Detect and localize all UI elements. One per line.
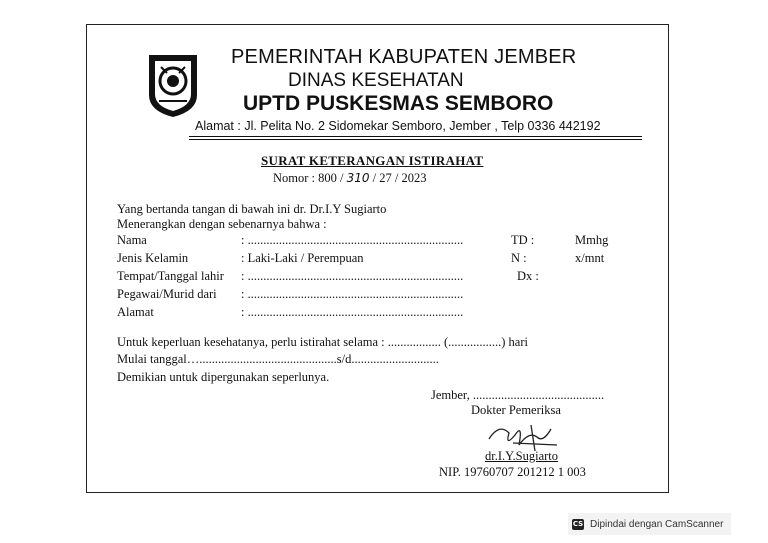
demikian-line: Demikian untuk dipergunakan seperlunya. (117, 370, 330, 384)
letterhead-address: Alamat : Jl. Pelita No. 2 Sidomekar Semboro, Jember , Telp 0336 442192 (195, 119, 601, 133)
document-title: SURAT KETERANGAN ISTIRAHAT (261, 153, 484, 168)
field-label-jenis-kelamin: Jenis Kelamin (117, 251, 189, 265)
govt-header: PEMERINTAH KABUPATEN JEMBER (231, 46, 577, 68)
field-value-nama: : ..................................................................... (241, 233, 464, 247)
field-value-alamat: : ..................................................................... (241, 305, 464, 319)
vital-td-label: TD : (511, 233, 535, 247)
signer-name: dr.I.Y.Sugiarto (485, 449, 559, 463)
field-label-ttl: Tempat/Tanggal lahir (117, 269, 224, 283)
field-label-pegawai: Pegawai/Murid dari (117, 287, 217, 301)
jember-regency-emblem-icon (145, 51, 201, 119)
vital-n-unit: x/mnt (575, 251, 605, 265)
vital-dx-label: Dx : (517, 269, 539, 283)
vital-n-label: N : (511, 251, 527, 265)
mulai-line: Mulai tanggal…............................................s/d............................ (117, 352, 439, 366)
intro-line-2: Menerangkan dengan sebenarnya bahwa : (117, 217, 327, 231)
nomor-prefix: Nomor : 800 / (273, 171, 344, 185)
intro-line-1: Yang bertanda tangan di bawah ini dr. Dr.I.Y Sugiarto (117, 202, 387, 216)
letterhead-rule (189, 136, 642, 137)
nomor-suffix: / 27 / 2023 (372, 171, 427, 185)
field-label-alamat: Alamat (117, 305, 154, 319)
field-value-jenis-kelamin: : Laki-Laki / Perempuan (241, 251, 364, 265)
keperluan-line: Untuk keperluan kesehatanya, perlu istirahat selama : ................. (.................) hari (117, 335, 528, 349)
camscanner-watermark (568, 513, 731, 535)
signer-title: Dokter Pemeriksa (471, 403, 561, 417)
vital-td-unit: Mmhg (575, 233, 609, 247)
camscanner-text: Dipindai dengan CamScanner (590, 518, 724, 530)
document-number (273, 171, 426, 186)
puskesmas-header: UPTD PUSKESMAS SEMBORO (243, 92, 554, 115)
field-value-pegawai: : ..................................................................... (241, 287, 464, 301)
camscanner-logo-icon: CS (572, 520, 584, 528)
letter-page (86, 24, 669, 493)
agency-header: DINAS KESEHATAN (288, 70, 464, 91)
field-label-nama: Nama (117, 233, 147, 247)
place-date: Jember, .......................................... (431, 388, 605, 402)
letterhead-rule-thin (189, 139, 642, 140)
field-value-ttl: : ..................................................................... (241, 269, 464, 283)
signer-nip: NIP. 19760707 201212 1 003 (439, 465, 586, 479)
nomor-handwritten: 310 (346, 171, 370, 185)
